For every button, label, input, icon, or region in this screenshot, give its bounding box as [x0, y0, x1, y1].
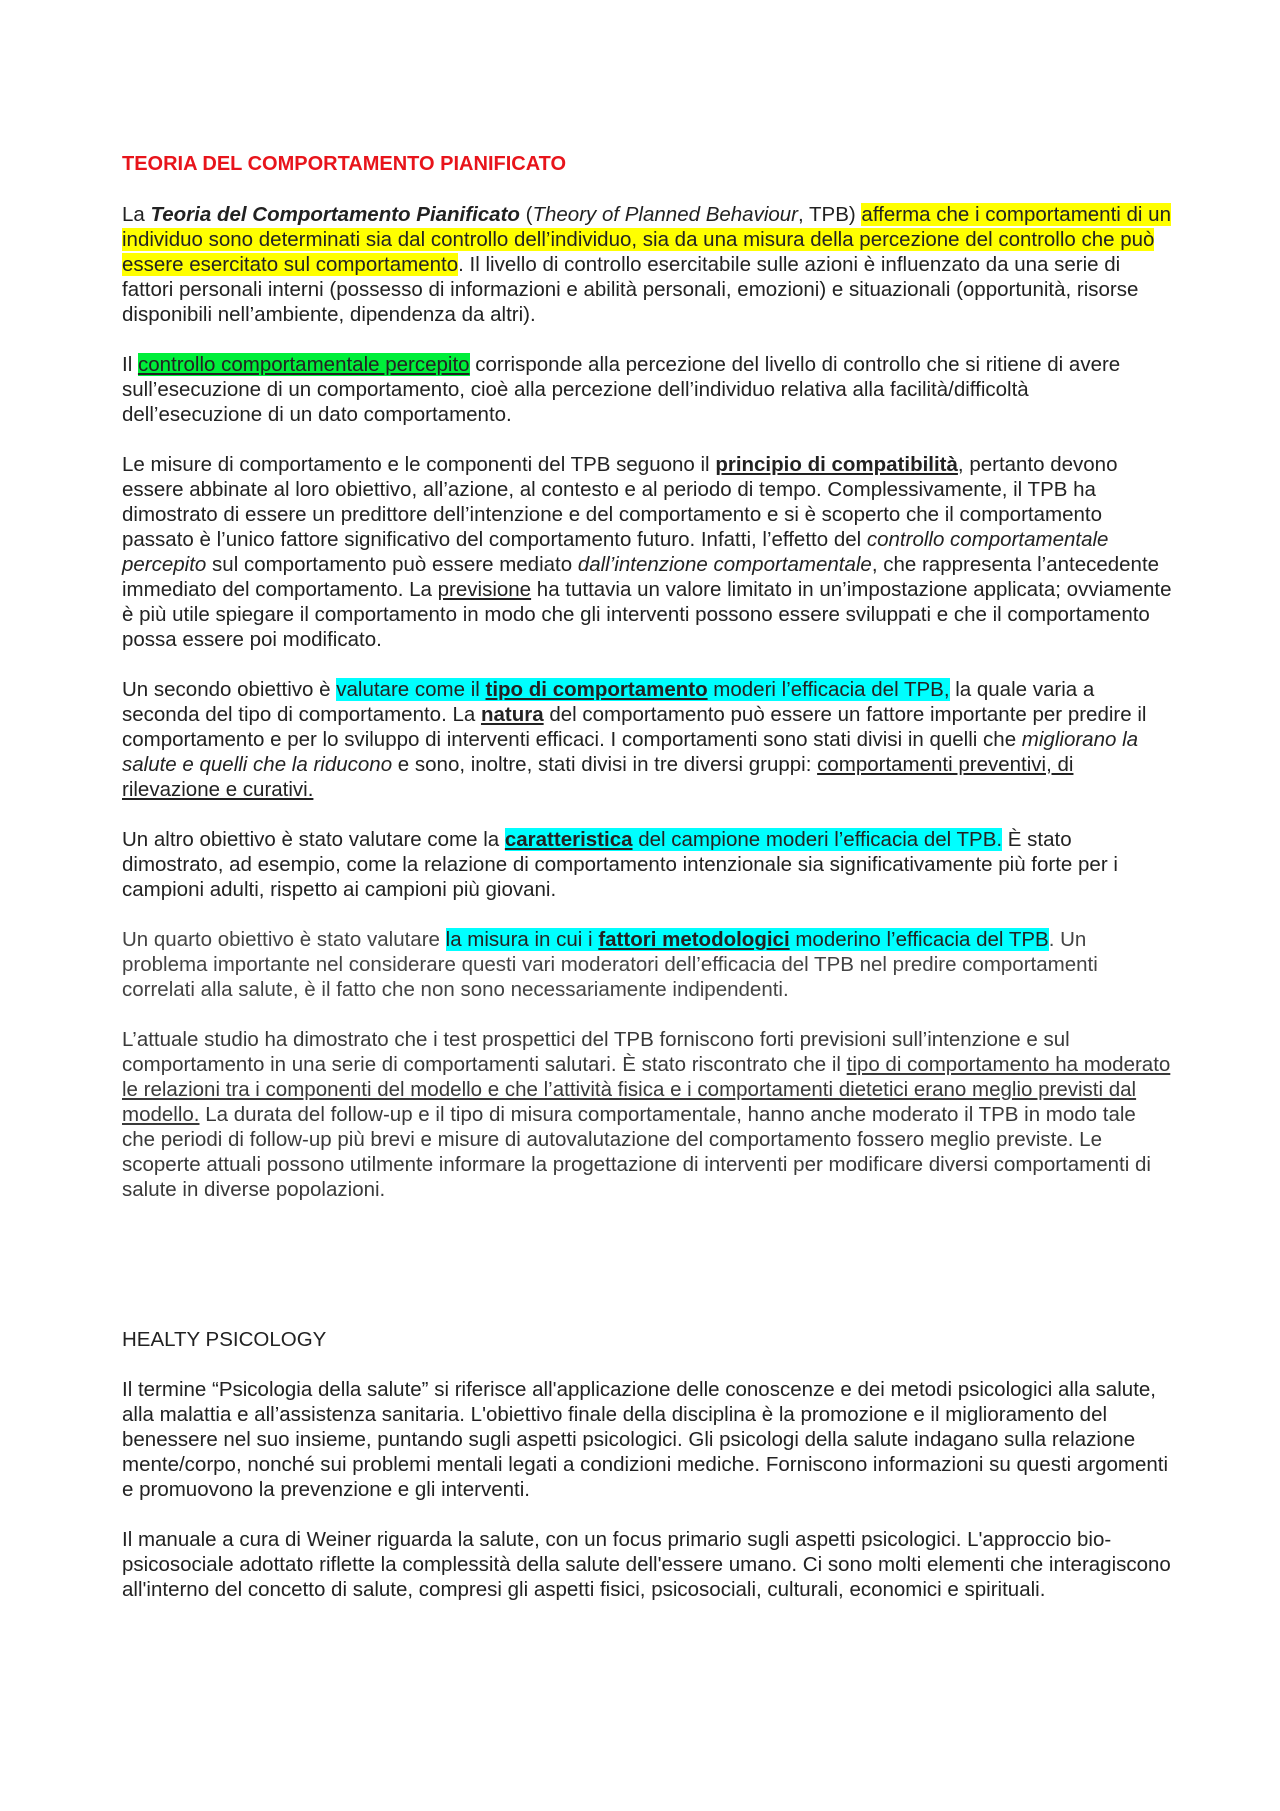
- document-title: TEORIA DEL COMPORTAMENTO PIANIFICATO: [122, 153, 567, 175]
- paragraph-weiner-manual: Il manuale a cura di Weiner riguarda la salute, con un focus primario sugli aspetti psicologici. L'approccio bio-psicosociale adottato riflette la complessità della salute dell'essere umano. Ci sono molti elementi che interagiscono all'interno del concetto di salute, compresi gli aspetti fisici, psicosociali, culturali, economici e spirituali.: [122, 1528, 1171, 1601]
- paragraph-current-study: L’attuale studio ha dimostrato che i test prospettici del TPB forniscono forti previsioni sull’intenzione e sul comportamento in una serie di comportamenti salutari. È stato riscontrato che il tipo di comportamento ha moderato le relazioni tra i componenti del modello e che l’attività fisica e i comportamenti dietetici erano meglio previsti dal modello. La durata del follow-up e il tipo di misura comportamentale, hanno anche moderato il TPB in modo tale che periodi di follow-up più brevi e misure di autovalutazione del comportamento fossero meglio previste. Le scoperte attuali possono utilmente informare la progettazione di interventi per modificare diversi comportamenti di salute in diverse popolazioni.: [122, 1028, 1171, 1201]
- document-body: [122, 152, 1172, 1602]
- tpb-term: Teoria del Comportamento Pianificato: [150, 203, 520, 226]
- paragraph-perceived-control: Il controllo comportamentale percepito corrisponde alla percezione del livello di controllo che si ritiene di avere sull’esecuzione di un comportamento, cioè alla percezione dell’individuo relativa alla facilità/difficoltà dell’esecuzione di un dato comportamento.: [122, 353, 1121, 426]
- cyan-highlight: la misura in cui i fattori metodologici moderino l’efficacia del TPB: [445, 928, 1049, 951]
- paragraph-fourth-objective: Un quarto obiettivo è stato valutare la misura in cui i fattori metodologici moderino l’efficacia del TPB. Un problema importante nel considerare questi vari moderatori dell’efficacia del TPB nel predire comportamenti correlati alla salute, è il fatto che non sono necessariamente indipendenti.: [122, 928, 1098, 1001]
- paragraph-compatibility: Le misure di comportamento e le componenti del TPB seguono il principio di compatibilità, pertanto devono essere abbinate al loro obiettivo, all’azione, al contesto e al periodo di tempo. Complessivamente, il TPB ha dimostrato di essere un predittore dell’intenzione e del comportamento e si è scoperto che il comportamento passato è l’unico fattore significativo del comportamento futuro. Infatti, l’effetto del controllo comportamentale percepito sul comportamento può essere mediato dall’intenzione comportamentale, che rappresenta l’antecedente immediato del comportamento. La previsione ha tuttavia un valore limitato in un’impostazione applicata; ovviamente è più utile spiegare il comportamento in modo che gli interventi possono essere sviluppati e che il comportamento possa essere poi modificato.: [122, 453, 1172, 651]
- section-heading-healthy-psychology: HEALTY PSICOLOGY: [122, 1328, 327, 1351]
- yellow-highlight: afferma che i comportamenti di un individuo sono determinati sia dal controllo dell’individuo, sia da una misura della percezione del controllo che può essere esercitato sul comportamento: [122, 203, 1171, 276]
- compatibility-term: principio di compatibilità: [715, 453, 958, 476]
- paragraph-tpb-definition: La Teoria del Comportamento Pianificato (Theory of Planned Behaviour, TPB) afferma che i comportamenti di un individuo sono determinati sia dal controllo dell’individuo, sia da una misura della percezione del controllo che può essere esercitato sul comportamento. Il livello di controllo esercitabile sulle azioni è influenzato da una serie di fattori personali interni (possesso di informazioni e abilità personali, emozioni) e situazionali (opportunità, risorse disponibili nell’ambiente, dipendenza da altri).: [122, 203, 1171, 326]
- paragraph-health-psychology-definition: Il termine “Psicologia della salute” si riferisce all'applicazione delle conoscenze e dei metodi psicologici alla salute, alla malattia e all’assistenza sanitaria. L'obiettivo finale della disciplina è la promozione e il miglioramento del benessere nel suo insieme, puntando sugli aspetti psicologici. Gli psicologi della salute indagano sulla relazione mente/corpo, nonché sui problemi mentali legati a condizioni mediche. Forniscono informazioni su questi argomenti e promuovono la prevenzione e gli interventi.: [122, 1378, 1169, 1501]
- cyan-highlight: valutare come il tipo di comportamento moderi l’efficacia del TPB,: [336, 678, 950, 701]
- paragraph-second-objective: Un secondo obiettivo è valutare come il tipo di comportamento moderi l’efficacia del TPB, la quale varia a seconda del tipo di comportamento. La natura del comportamento può essere un fattore importante per predire il comportamento e per lo sviluppo di interventi efficaci. I comportamenti sono stati divisi in quelli che migliorano la salute e quelli che la riducono e sono, inoltre, stati divisi in tre diversi gruppi: comportamenti preventivi, di rilevazione e curativi.: [122, 678, 1147, 801]
- cyan-highlight: caratteristica del campione moderi l’efficacia del TPB.: [504, 828, 1003, 851]
- green-highlight: controllo comportamentale percepito: [137, 353, 470, 376]
- paragraph-third-objective: Un altro obiettivo è stato valutare come la caratteristica del campione moderi l’efficacia del TPB. È stato dimostrato, ad esempio, come la relazione di comportamento intenzionale sia significativamente più forte per i campioni adulti, rispetto ai campioni più giovani.: [122, 828, 1118, 901]
